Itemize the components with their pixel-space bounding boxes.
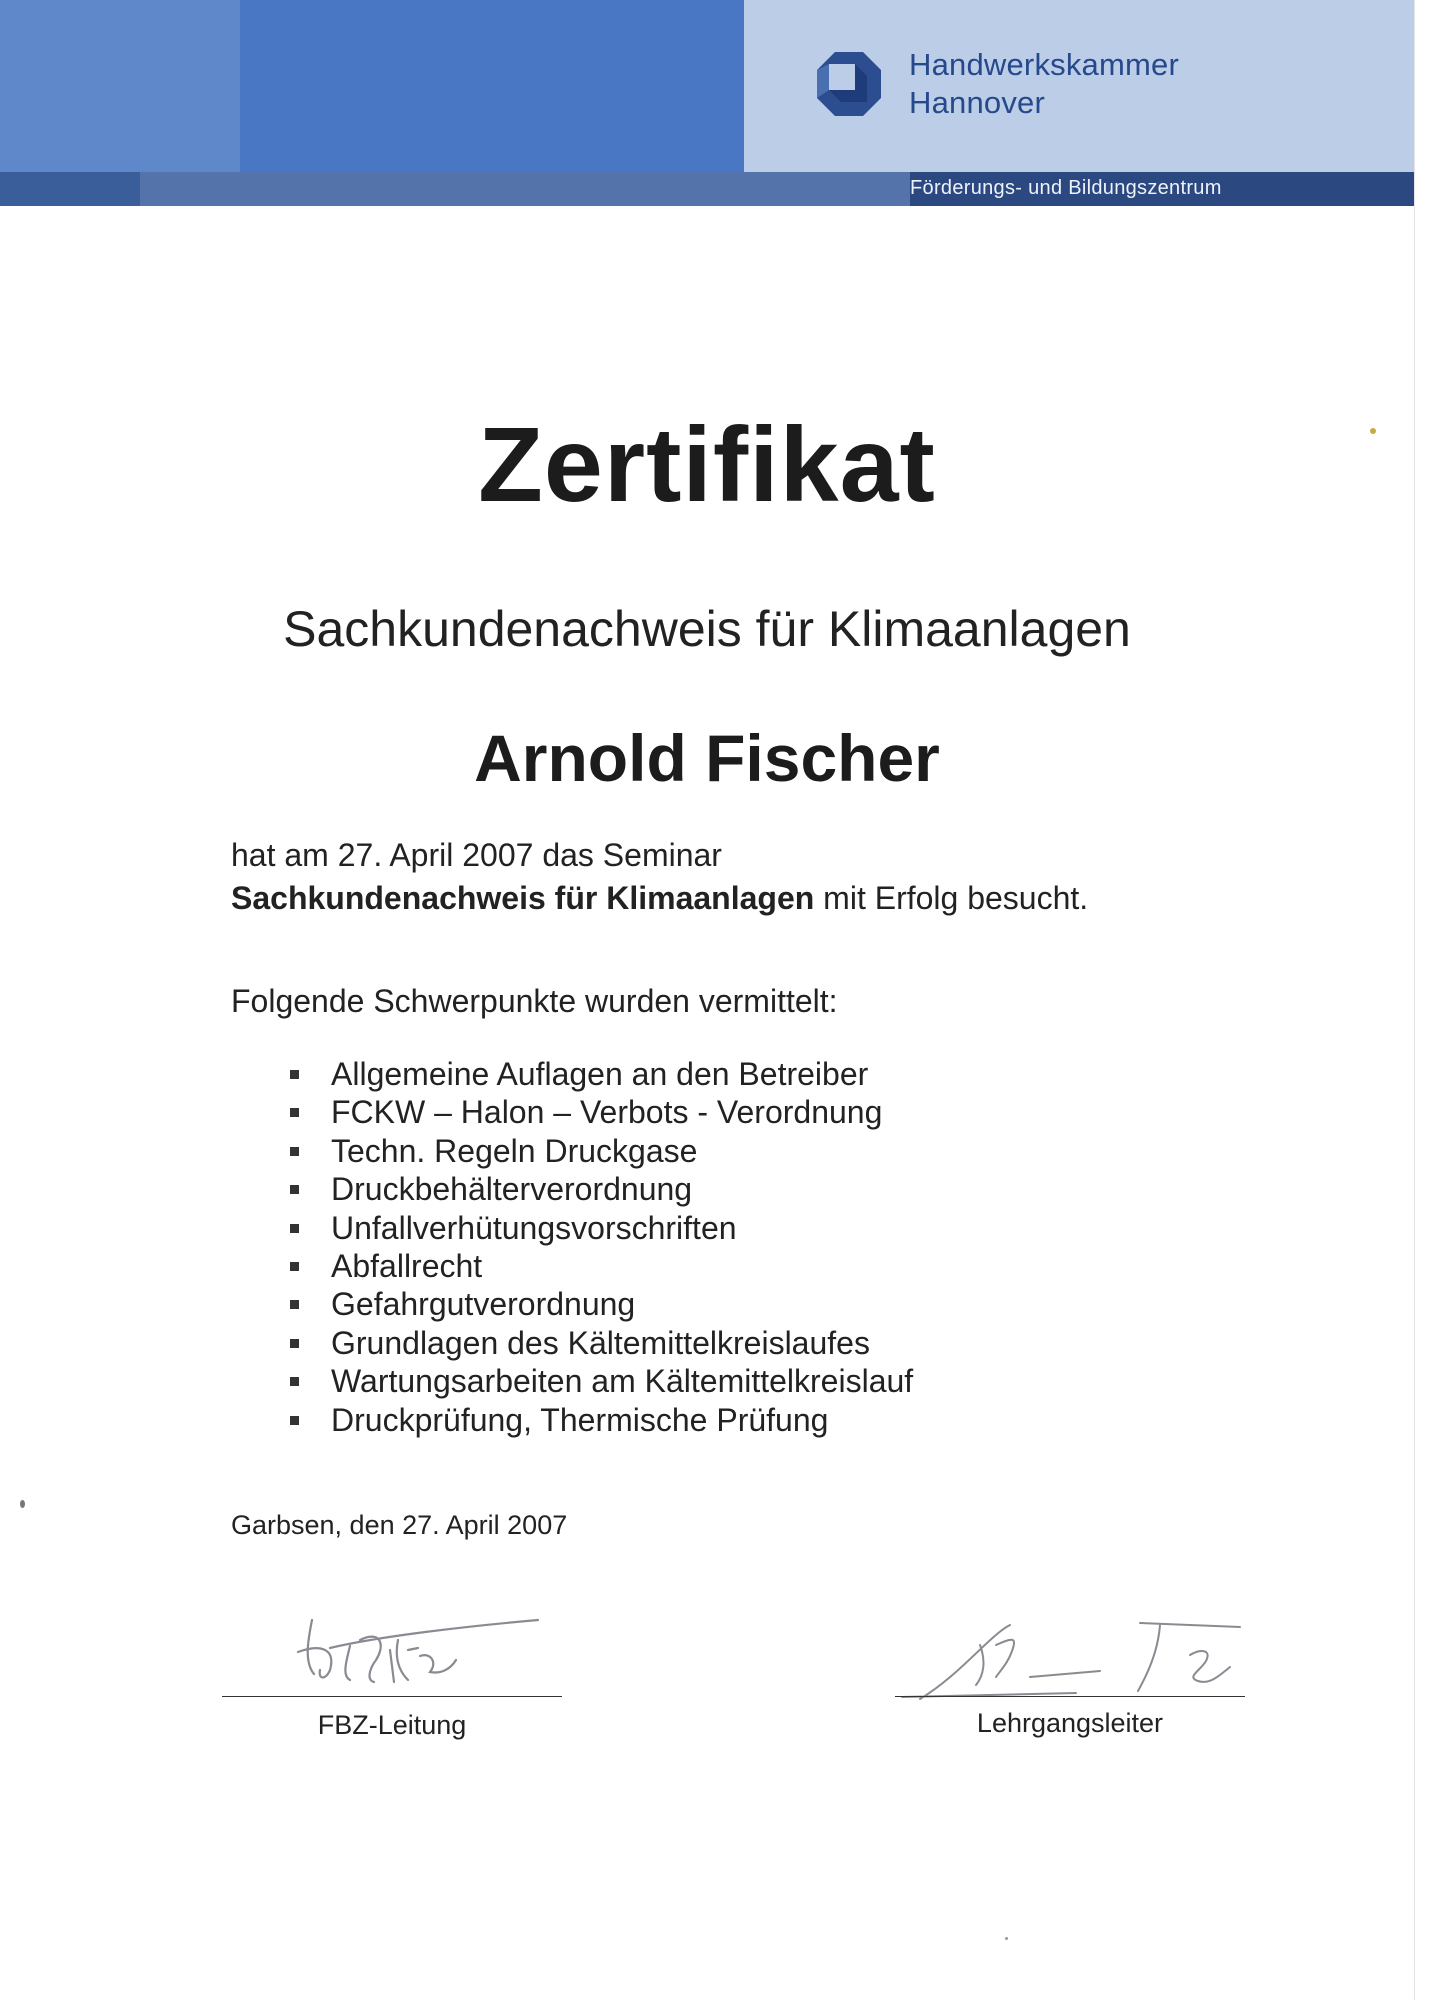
header-strip-center — [140, 172, 910, 206]
topic-text: Abfallrecht — [331, 1247, 483, 1284]
topic-text: FCKW – Halon – Verbots - Verordnung — [331, 1094, 883, 1131]
signature-label-left: FBZ-Leitung — [317, 1710, 467, 1740]
bullet-icon — [290, 1185, 299, 1194]
bullet-icon — [290, 1070, 299, 1079]
topic-text: Wartungsarbeiten am Kältemittelkreislauf — [331, 1363, 914, 1400]
attendance-suffix: mit Erfolg besucht. — [814, 880, 1089, 916]
organization-name-line1: Handwerkskammer — [909, 47, 1180, 82]
course-name: Sachkundenachweis für Klimaanlagen — [283, 601, 1131, 657]
header-band-center — [240, 0, 744, 172]
signature-right-icon — [900, 1615, 1260, 1705]
place-and-date: Garbsen, den 27. April 2007 — [231, 1510, 568, 1540]
list-item — [290, 1285, 913, 1323]
bullet-icon — [290, 1377, 299, 1386]
topic-text: Unfallverhütungsvorschriften — [331, 1209, 737, 1246]
list-item — [290, 1401, 913, 1439]
organization-name — [909, 46, 1179, 122]
scan-speck — [20, 1500, 25, 1508]
list-item — [290, 1093, 913, 1131]
attendance-line: hat am 27. April 2007 das Seminar — [231, 837, 722, 873]
list-item — [290, 1132, 913, 1170]
bullet-icon — [290, 1108, 299, 1117]
topic-text: Gefahrgutverordnung — [331, 1286, 636, 1323]
signature-left-icon — [290, 1600, 550, 1700]
signature-label-right: Lehrgangsleiter — [976, 1708, 1164, 1738]
bullet-icon — [290, 1416, 299, 1425]
list-item — [290, 1324, 913, 1362]
organization-subtitle: Förderungs- und Bildungszentrum — [910, 177, 1222, 199]
scan-speck — [1370, 428, 1376, 434]
bullet-icon — [290, 1147, 299, 1156]
handwerkskammer-logo-icon — [815, 50, 883, 118]
signature-line-left — [222, 1696, 562, 1697]
list-item — [290, 1055, 913, 1093]
topic-text: Druckprüfung, Thermische Prüfung — [331, 1401, 829, 1438]
header-strip-left — [0, 172, 140, 206]
list-item — [290, 1247, 913, 1285]
bullet-icon — [290, 1339, 299, 1348]
topic-text: Techn. Regeln Druckgase — [331, 1132, 698, 1169]
attendance-course-line — [231, 880, 1088, 917]
organization-name-line2: Hannover — [909, 85, 1046, 120]
bullet-icon — [290, 1300, 299, 1309]
certificate-title: Zertifikat — [478, 406, 936, 524]
topic-text: Druckbehälterverordnung — [331, 1171, 693, 1208]
header-band-left — [0, 0, 240, 172]
topics-list — [290, 1055, 913, 1439]
scan-margin — [1414, 0, 1454, 2000]
list-item — [290, 1170, 913, 1208]
attendance-course: Sachkundenachweis für Klimaanlagen — [231, 880, 815, 916]
scan-speck — [1005, 1937, 1008, 1940]
signature-line-right — [895, 1696, 1245, 1697]
topic-text: Grundlagen des Kältemittelkreislaufes — [331, 1324, 870, 1361]
list-item — [290, 1209, 913, 1247]
topics-intro: Folgende Schwerpunkte wurden vermittelt: — [231, 983, 838, 1019]
bullet-icon — [290, 1224, 299, 1233]
bullet-icon — [290, 1262, 299, 1271]
topic-text: Allgemeine Auflagen an den Betreiber — [331, 1056, 869, 1092]
list-item — [290, 1362, 913, 1400]
recipient-name: Arnold Fischer — [474, 721, 940, 795]
